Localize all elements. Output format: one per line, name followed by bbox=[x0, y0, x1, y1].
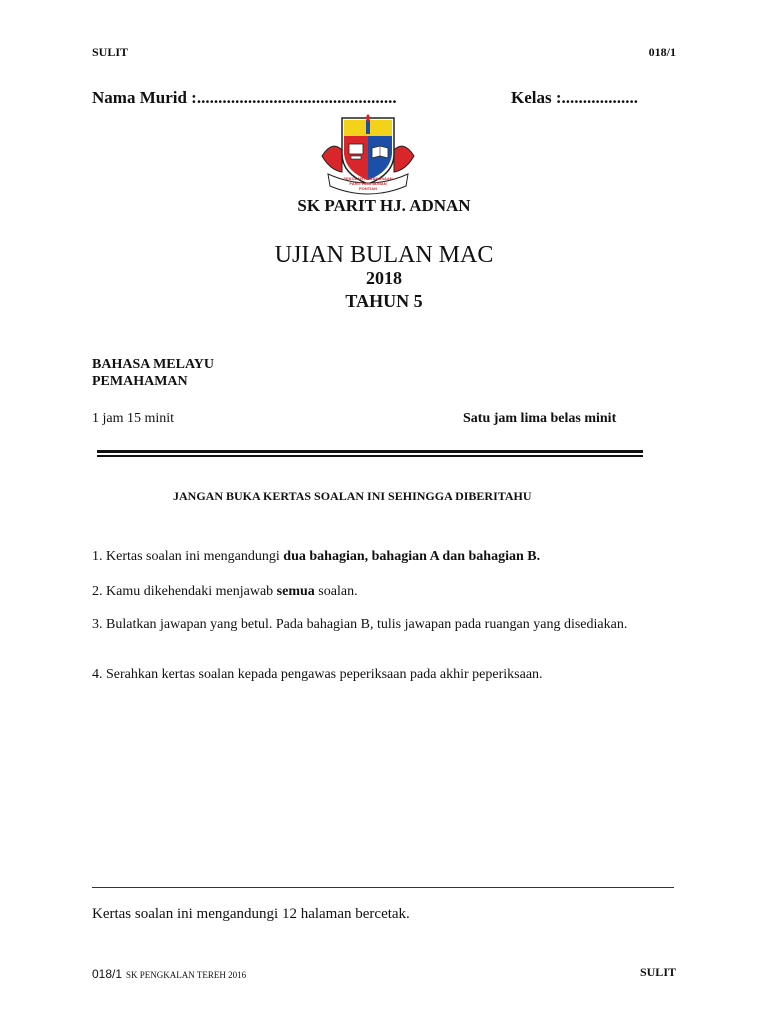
footer-code: 018/1 bbox=[92, 967, 123, 981]
pages-note: Kertas soalan ini mengandungi 12 halaman bercetak. bbox=[92, 906, 410, 922]
header-code: 018/1 bbox=[648, 45, 676, 59]
footer-left bbox=[92, 965, 246, 983]
divider-bottom bbox=[97, 455, 643, 457]
student-class-field: Kelas :.................. bbox=[511, 88, 639, 107]
crest-text: SEKOLAH KEBANGSAAN PARIT HAJI ADNAN PONTIAN bbox=[343, 176, 393, 191]
exam-year: 2018 bbox=[366, 268, 402, 288]
student-name-field: Nama Murid :............................................... bbox=[92, 88, 397, 107]
footer-school: SK PENGKALAN TEREH 2016 bbox=[126, 970, 247, 980]
exam-grade: TAHUN 5 bbox=[345, 291, 423, 311]
subject-line-1: BAHASA MELAYU bbox=[92, 357, 215, 372]
instruction-2: 2. Kamu dikehendaki menjawab semua soalan. bbox=[92, 584, 358, 599]
duration-words: Satu jam lima belas minit bbox=[463, 411, 617, 426]
warning-text: JANGAN BUKA KERTAS SOALAN INI SEHINGGA DIBERITAHU bbox=[173, 489, 532, 503]
school-name: SK PARIT HJ. ADNAN bbox=[297, 196, 471, 215]
instruction-1: 1. Kertas soalan ini mengandungi dua bahagian, bahagian A dan bahagian B. bbox=[92, 549, 541, 564]
duration-numeric: 1 jam 15 minit bbox=[92, 411, 175, 426]
instruction-4: 4. Serahkan kertas soalan kepada pengawas peperiksaan pada akhir peperiksaan. bbox=[92, 667, 543, 682]
header-sulit: SULIT bbox=[92, 45, 129, 59]
bottom-rule bbox=[92, 887, 674, 888]
school-crest bbox=[318, 112, 418, 196]
subject-line-2: PEMAHAMAN bbox=[92, 374, 188, 389]
exam-title: UJIAN BULAN MAC bbox=[274, 242, 494, 268]
divider-top bbox=[97, 450, 643, 453]
instruction-3: 3. Bulatkan jawapan yang betul. Pada bahagian B, tulis jawapan pada ruangan yang disediakan. bbox=[92, 617, 628, 632]
footer-sulit: SULIT bbox=[639, 965, 676, 979]
